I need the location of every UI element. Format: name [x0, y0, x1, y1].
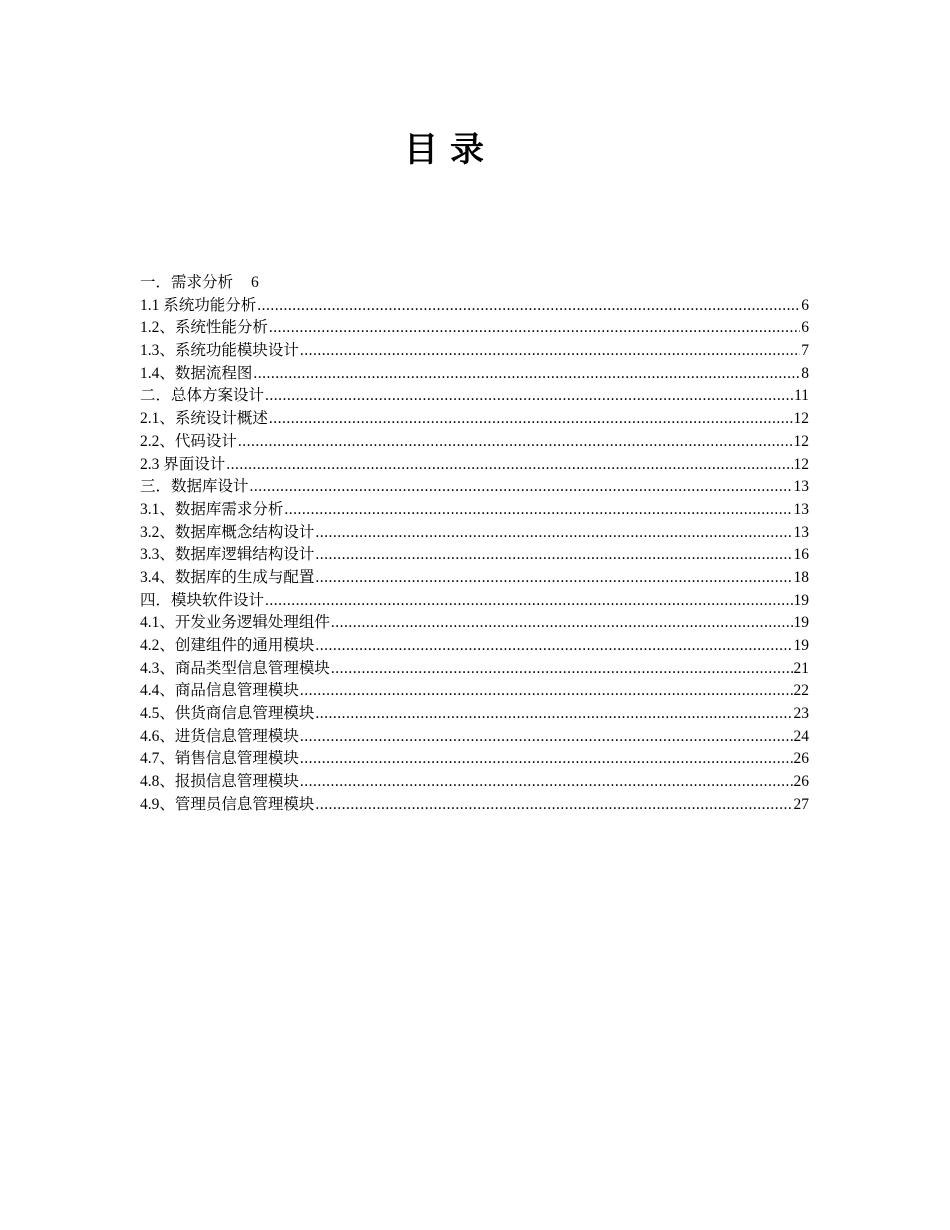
- toc-entry[interactable]: [140, 499, 809, 522]
- toc-entry[interactable]: [140, 703, 809, 726]
- dot-leader: [265, 590, 792, 613]
- toc-entry-label: 四．模块软件设计: [140, 591, 265, 609]
- toc-entry-page-number: 19: [793, 614, 809, 632]
- toc-entry-label: 1.2、系统性能分析: [140, 319, 268, 337]
- dot-leader: [226, 454, 792, 477]
- dot-leader: [315, 544, 792, 567]
- toc-entry-label: 3.3、数据库逻辑结构设计: [140, 546, 315, 564]
- toc-entry[interactable]: [140, 317, 809, 340]
- dot-leader: [284, 499, 792, 522]
- toc-entry-label: 3.2、数据库概念结构设计: [140, 523, 315, 541]
- dot-leader: [315, 522, 792, 545]
- toc-entry-label: 3.4、数据库的生成与配置: [140, 568, 315, 586]
- toc-entry-page-number: 8: [801, 364, 809, 382]
- toc-entry-list: [140, 295, 809, 817]
- toc-entry-page-number: 13: [793, 478, 809, 496]
- toc-entry-page-number: 24: [793, 727, 809, 745]
- toc-entry-page-number: 23: [793, 705, 809, 723]
- toc-entry[interactable]: [140, 680, 809, 703]
- toc-entry-page-number: 27: [793, 795, 809, 813]
- dot-leader: [331, 612, 793, 635]
- toc-entry-page-number: 26: [793, 750, 809, 768]
- toc-entry-page-number: 12: [793, 410, 809, 428]
- toc-entry[interactable]: [140, 522, 809, 545]
- toc-entry[interactable]: [140, 612, 809, 635]
- toc-entry[interactable]: [140, 544, 809, 567]
- toc-entry-page-number: 19: [793, 637, 809, 654]
- table-of-contents: [140, 272, 809, 817]
- toc-entry[interactable]: [140, 385, 809, 408]
- toc-entry-label: 1.3、系统功能模块设计: [140, 342, 299, 360]
- toc-entry-page-number: 16: [793, 546, 809, 564]
- toc-entry[interactable]: [140, 794, 809, 817]
- toc-entry[interactable]: [140, 771, 809, 794]
- dot-leader: [300, 680, 793, 703]
- toc-entry-label: 三．数据库设计: [140, 478, 249, 496]
- dot-leader: [238, 431, 793, 454]
- toc-entry-label: 3.1、数据库需求分析: [140, 500, 284, 518]
- dot-leader: [253, 363, 800, 386]
- dot-leader: [315, 794, 792, 817]
- toc-entry[interactable]: [140, 408, 809, 431]
- toc-entry-label: 2.2、代码设计: [140, 432, 237, 450]
- dot-leader: [269, 408, 793, 431]
- toc-entry-page-number: 22: [793, 682, 809, 700]
- toc-entry-page-number: 12: [793, 455, 809, 473]
- toc-entry-page-number: 21: [793, 659, 809, 677]
- toc-entry-page-number: 18: [793, 568, 809, 586]
- dot-leader: [331, 658, 793, 681]
- toc-entry-label: 4.6、进货信息管理模块: [140, 727, 299, 745]
- toc-entry-label: 1.4、数据流程图: [140, 364, 253, 382]
- toc-entry-label: 4.5、供货商信息管理模块: [140, 705, 315, 723]
- toc-entry[interactable]: [140, 658, 809, 681]
- dot-leader: [315, 703, 792, 726]
- toc-entry-label: 4.8、报损信息管理模块: [140, 773, 299, 791]
- toc-entry[interactable]: [140, 748, 809, 771]
- toc-entry-label: 2.3 界面设计: [140, 455, 226, 473]
- toc-entry-label: 一．需求分析: [140, 274, 234, 291]
- toc-entry-page-number: 26: [793, 773, 809, 791]
- toc-entry[interactable]: [140, 272, 809, 295]
- dot-leader: [315, 567, 792, 590]
- toc-entry[interactable]: [140, 726, 809, 749]
- dot-leader: [250, 476, 793, 499]
- dot-leader: [269, 317, 800, 340]
- dot-leader: [300, 771, 793, 794]
- toc-entry-label: 4.9、管理员信息管理模块: [140, 795, 315, 813]
- toc-entry[interactable]: [140, 476, 809, 499]
- dot-leader: [265, 385, 793, 408]
- toc-entry-page-number: 19: [793, 591, 809, 609]
- toc-entry-label: 4.7、销售信息管理模块: [140, 750, 299, 768]
- toc-entry[interactable]: [140, 295, 809, 318]
- toc-entry-page-number: 7: [801, 342, 809, 360]
- toc-entry[interactable]: [140, 363, 809, 386]
- toc-entry-page-number: 12: [793, 432, 809, 450]
- toc-entry-page-number: 6: [251, 274, 259, 291]
- toc-entry-page-number: 13: [793, 523, 809, 541]
- toc-entry-page-number: 13: [793, 500, 809, 518]
- toc-entry[interactable]: [140, 590, 809, 613]
- dot-leader: [315, 635, 792, 658]
- toc-entry[interactable]: [140, 635, 809, 658]
- toc-entry-page-number: 11: [794, 387, 809, 405]
- toc-entry[interactable]: [140, 567, 809, 590]
- dot-leader: [300, 748, 793, 771]
- toc-entry-page-number: 6: [801, 296, 809, 314]
- toc-entry-label: 4.3、商品类型信息管理模块: [140, 659, 330, 677]
- dot-leader: [300, 340, 800, 363]
- toc-entry[interactable]: [140, 431, 809, 454]
- dot-leader: [257, 295, 800, 318]
- toc-entry[interactable]: [140, 340, 809, 363]
- toc-entry-label: 二．总体方案设计: [140, 387, 265, 405]
- toc-entry-label: 2.1、系统设计概述: [140, 410, 268, 428]
- toc-entry-label: 4.4、商品信息管理模块: [140, 682, 299, 700]
- toc-entry-label: 4.1、开发业务逻辑处理组件: [140, 614, 330, 632]
- page-title: 目录: [404, 130, 496, 170]
- toc-entry-page-number: 6: [801, 319, 809, 337]
- toc-entry[interactable]: [140, 454, 809, 477]
- toc-entry-label: 1.1 系统功能分析: [140, 296, 257, 314]
- toc-entry-label: 4.2、创建组件的通用模块: [140, 637, 315, 654]
- dot-leader: [300, 726, 793, 749]
